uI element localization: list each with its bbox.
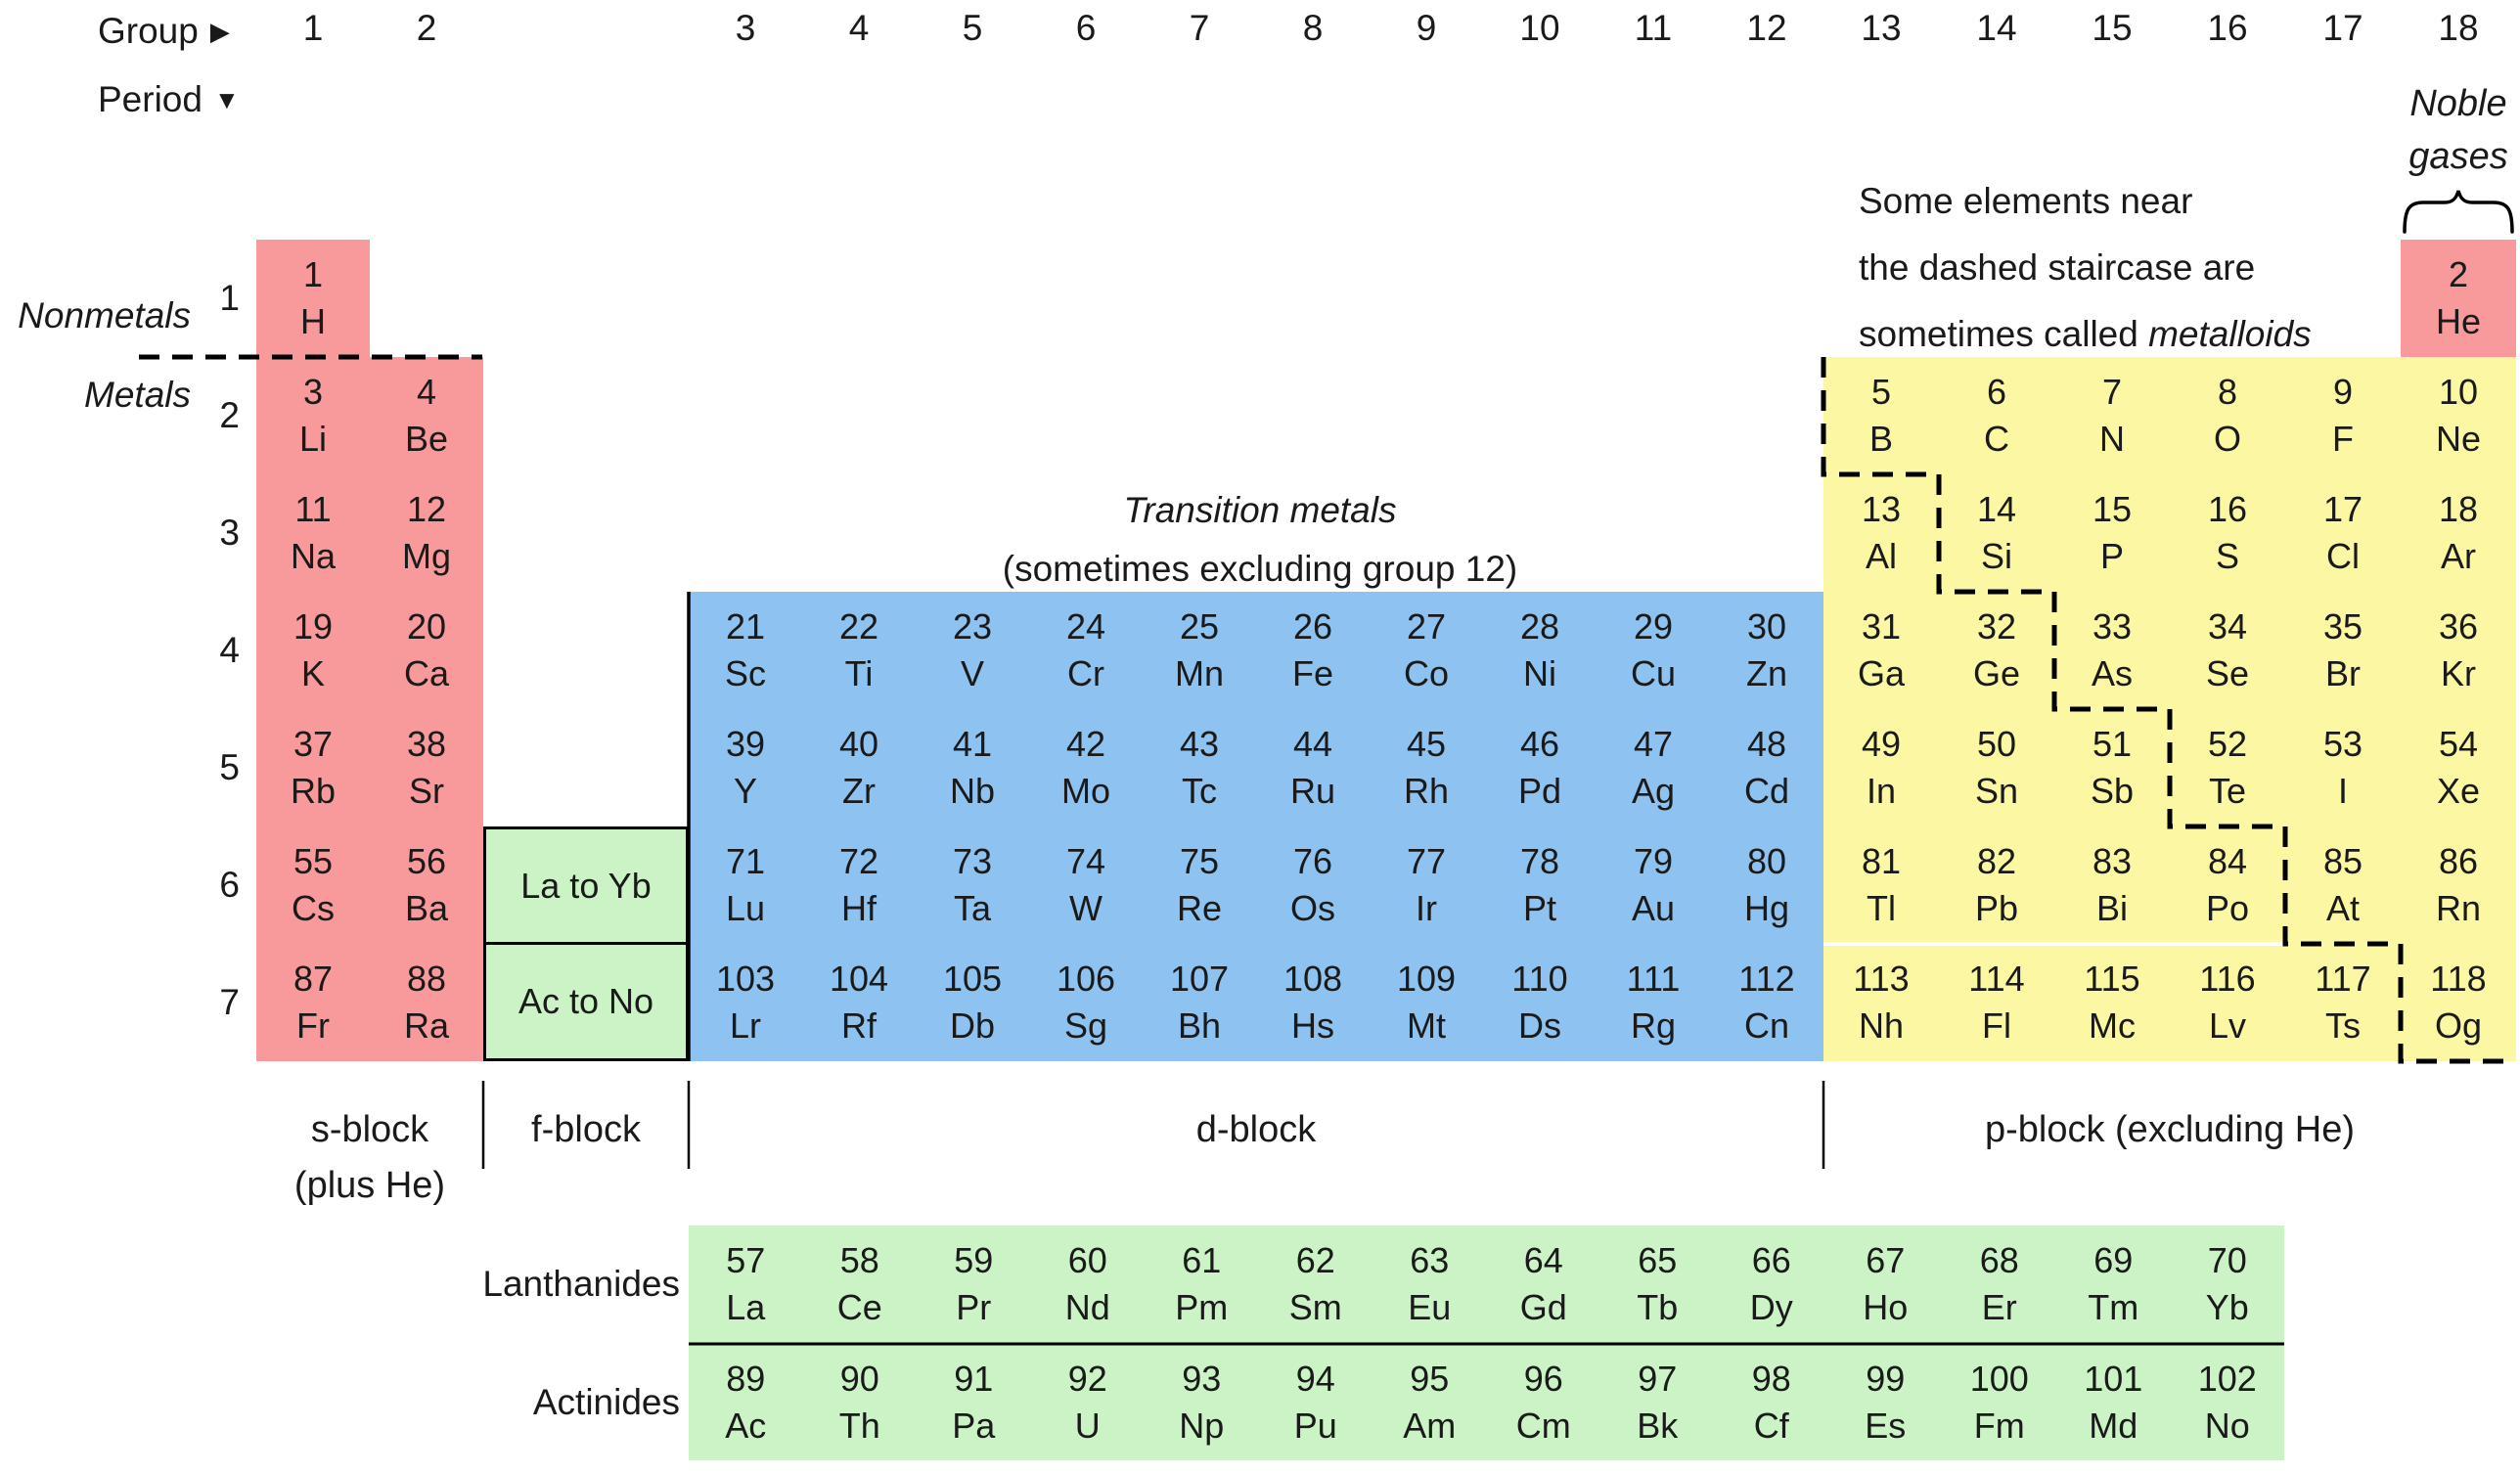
group-number-15: 15 — [2092, 8, 2133, 48]
element-Dy: 66 Dy — [1749, 1240, 1793, 1327]
element-H: 1 H — [300, 254, 326, 341]
metalloids-note-line3 — [1859, 313, 2312, 356]
element-Nd: 60 Nd — [1064, 1240, 1110, 1327]
element-Tm: 69 Tm — [2088, 1240, 2139, 1327]
element-Ta: 73 Ta — [952, 841, 993, 928]
element-Sm: 62 Sm — [1288, 1240, 1342, 1327]
element-Rg: 111 Rg — [1626, 959, 1681, 1046]
element-Ac: 89 Ac — [725, 1359, 767, 1446]
element-Ts: 117 Ts — [2315, 959, 2371, 1046]
element-Ge: 32 Ge — [1972, 606, 2021, 693]
element-Mo: 42 Mo — [1060, 724, 1110, 811]
element-Ca: 20 Ca — [403, 606, 450, 693]
element-Pu: 94 Pu — [1293, 1359, 1337, 1446]
group-number-9: 9 — [1416, 8, 1437, 48]
element-Cd: 48 Cd — [1743, 724, 1790, 811]
element-Ga: 31 Ga — [1857, 606, 1906, 693]
element-N: 7 N — [2099, 372, 2125, 459]
element-Cm: 96 Cm — [1515, 1359, 1571, 1446]
group-number-16: 16 — [2207, 8, 2248, 48]
element-Na: 11 Na — [290, 489, 337, 576]
element-Au: 79 Au — [1631, 841, 1676, 928]
group-number-17: 17 — [2322, 8, 2363, 48]
element-Mt: 109 Mt — [1396, 959, 1457, 1046]
element-Pr: 59 Pr — [954, 1240, 994, 1327]
d-block-label: d-block — [1195, 1109, 1317, 1150]
nonmetals-label: Nonmetals — [18, 295, 191, 335]
element-Bh: 107 Bh — [1169, 959, 1230, 1046]
element-Ni: 28 Ni — [1519, 606, 1560, 693]
f-marker-la-yb: La to Yb — [483, 826, 689, 945]
element-Lr: 103 Lr — [715, 959, 776, 1046]
f-block-label: f-block — [531, 1109, 641, 1150]
element-Cr: 24 Cr — [1065, 606, 1106, 693]
element-Ds: 110 Ds — [1511, 959, 1568, 1046]
s-block-label-line1: s-block — [310, 1109, 429, 1150]
element-In: 49 In — [1861, 724, 1902, 811]
period-number-7: 7 — [219, 982, 240, 1022]
element-Tc: 43 Tc — [1179, 724, 1220, 811]
element-Fm: 100 Fm — [1969, 1359, 2029, 1446]
element-Rf: 104 Rf — [829, 959, 889, 1046]
element-Mg: 12 Mg — [401, 489, 451, 576]
element-Mc: 115 Mc — [2084, 959, 2140, 1046]
transition-metals-title: Transition metals — [1123, 490, 1397, 530]
element-Am: 95 Am — [1403, 1359, 1457, 1446]
element-Gd: 64 Gd — [1519, 1240, 1567, 1327]
element-F: 9 F — [2332, 372, 2354, 459]
element-Np: 93 Np — [1179, 1359, 1225, 1446]
group-number-8: 8 — [1302, 8, 1324, 48]
element-Pa: 91 Pa — [952, 1359, 996, 1446]
element-Tb: 65 Tb — [1637, 1240, 1679, 1327]
element-Pm: 61 Pm — [1175, 1240, 1229, 1327]
element-S: 16 S — [2207, 489, 2248, 576]
element-U: 92 U — [1067, 1359, 1107, 1446]
element-Al: 13 Al — [1861, 489, 1902, 576]
element-Fr: 87 Fr — [292, 959, 334, 1046]
element-K: 19 K — [292, 606, 334, 693]
group-number-10: 10 — [1519, 8, 1560, 48]
group-number-13: 13 — [1861, 8, 1902, 48]
element-Lu: 71 Lu — [725, 841, 766, 928]
element-Pt: 78 Pt — [1519, 841, 1560, 928]
element-W: 74 W — [1065, 841, 1106, 928]
element-Ho: 67 Ho — [1863, 1240, 1909, 1327]
p-block-label: p-block (excluding He) — [1984, 1109, 2356, 1150]
element-O: 8 O — [2213, 372, 2241, 459]
group-number-6: 6 — [1075, 8, 1097, 48]
element-Be: 4 Be — [404, 372, 449, 459]
metalloids-word: metalloids — [2148, 314, 2312, 354]
element-Bk: 97 Bk — [1637, 1359, 1679, 1446]
element-Re: 75 Re — [1176, 841, 1223, 928]
metalloids-note-line1: Some elements near — [1859, 181, 2193, 221]
element-Sg: 106 Sg — [1056, 959, 1116, 1046]
period-number-1: 1 — [219, 278, 240, 318]
period-label-text: Period — [98, 79, 202, 119]
group-number-11: 11 — [1634, 8, 1673, 48]
period-arrow-icon: ▼ — [213, 85, 240, 114]
element-Ru: 44 Ru — [1289, 724, 1336, 811]
element-Br: 35 Br — [2322, 606, 2363, 693]
element-Nh: 113 Nh — [1853, 959, 1910, 1046]
element-As: 33 As — [2091, 606, 2133, 693]
element-Mn: 25 Mn — [1174, 606, 1224, 693]
element-Zr: 40 Zr — [838, 724, 879, 811]
element-Ag: 47 Ag — [1631, 724, 1676, 811]
element-Er: 68 Er — [1979, 1240, 2019, 1327]
element-Yb: 70 Yb — [2205, 1240, 2249, 1327]
element-He: 2 He — [2435, 254, 2482, 341]
element-Sr: 38 Sr — [406, 724, 447, 811]
element-Md: 101 Md — [2084, 1359, 2143, 1446]
element-Cs: 55 Cs — [292, 841, 335, 928]
noble-gases-label-line1: Noble — [2409, 83, 2507, 124]
group-number-2: 2 — [416, 8, 437, 48]
element-Te: 52 Te — [2207, 724, 2248, 811]
group-number-1: 1 — [302, 8, 324, 48]
element-Os: 76 Os — [1289, 841, 1335, 928]
element-P: 15 P — [2092, 489, 2133, 576]
element-Cl: 17 Cl — [2322, 489, 2363, 576]
group-number-4: 4 — [848, 8, 870, 48]
element-Li: 3 Li — [298, 372, 328, 459]
element-Rb: 37 Rb — [290, 724, 337, 811]
element-Si: 14 Si — [1976, 489, 2017, 576]
metals-label: Metals — [84, 375, 191, 415]
element-Sn: 50 Sn — [1974, 724, 2019, 811]
element-Ce: 58 Ce — [836, 1240, 882, 1327]
noble-gases-label-line2: gases — [2408, 136, 2508, 177]
element-Og: 118 Og — [2430, 959, 2487, 1046]
element-Th: 90 Th — [838, 1359, 880, 1446]
element-Fe: 26 Fe — [1291, 606, 1333, 693]
element-Db: 105 Db — [942, 959, 1003, 1046]
element-Ba: 56 Ba — [404, 841, 449, 928]
metalloids-note-line2: the dashed staircase are — [1859, 247, 2256, 288]
group-number-14: 14 — [1976, 8, 2017, 48]
element-C: 6 C — [1984, 372, 2009, 459]
f-marker-ac-no: Ac to No — [483, 942, 689, 1061]
element-Cf: 98 Cf — [1751, 1359, 1791, 1446]
group-number-12: 12 — [1746, 8, 1787, 48]
element-Fl: 114 Fl — [1968, 959, 2025, 1046]
element-Bi: 83 Bi — [2092, 841, 2133, 928]
element-Cn: 112 Cn — [1738, 959, 1795, 1046]
element-Co: 27 Co — [1403, 606, 1450, 693]
element-Hg: 80 Hg — [1743, 841, 1790, 928]
element-Rh: 45 Rh — [1403, 724, 1450, 811]
group-axis-label — [98, 10, 230, 53]
period-number-3: 3 — [219, 513, 240, 553]
element-Cu: 29 Cu — [1630, 606, 1677, 693]
element-Es: 99 Es — [1865, 1359, 1907, 1446]
element-Ar: 18 Ar — [2438, 489, 2479, 576]
element-Pd: 46 Pd — [1517, 724, 1562, 811]
lanthanides-label: Lanthanides — [482, 1264, 680, 1304]
element-Ti: 22 Ti — [838, 606, 879, 693]
transition-metals-subtitle: (sometimes excluding group 12) — [1002, 549, 1518, 589]
group-number-18: 18 — [2438, 8, 2479, 48]
group-number-7: 7 — [1189, 8, 1210, 48]
group-number-3: 3 — [735, 8, 756, 48]
element-No: 102 No — [2197, 1359, 2257, 1446]
element-Kr: 36 Kr — [2438, 606, 2479, 693]
period-number-4: 4 — [219, 630, 240, 670]
period-number-5: 5 — [219, 747, 240, 787]
metalloids-note-line3-text: sometimes called — [1859, 314, 2149, 354]
element-Xe: 54 Xe — [2436, 724, 2481, 811]
element-Hf: 72 Hf — [838, 841, 879, 928]
group-number-5: 5 — [962, 8, 983, 48]
element-B: 5 B — [1868, 372, 1893, 459]
element-Pb: 82 Pb — [1974, 841, 2019, 928]
element-Eu: 63 Eu — [1408, 1240, 1452, 1327]
element-Nb: 41 Nb — [949, 724, 996, 811]
element-Rn: 86 Rn — [2435, 841, 2482, 928]
element-Sc: 21 Sc — [724, 606, 766, 693]
element-Ra: 88 Ra — [403, 959, 450, 1046]
element-Ne: 10 Ne — [2435, 372, 2482, 459]
element-Zn: 30 Zn — [1745, 606, 1787, 693]
group-label-text: Group — [98, 11, 199, 51]
element-Se: 34 Se — [2205, 606, 2250, 693]
element-Hs: 108 Hs — [1282, 959, 1343, 1046]
period-number-6: 6 — [219, 865, 240, 905]
element-La: 57 La — [726, 1240, 766, 1327]
s-block-label-line2: (plus He) — [293, 1165, 446, 1206]
element-Lv: 116 Lv — [2199, 959, 2256, 1046]
period-axis-label — [98, 78, 240, 121]
element-Po: 84 Po — [2205, 841, 2250, 928]
period-number-2: 2 — [219, 395, 240, 435]
actinides-label: Actinides — [532, 1382, 680, 1422]
element-Ir: 77 Ir — [1406, 841, 1447, 928]
element-Y: 39 Y — [725, 724, 766, 811]
element-V: 23 V — [952, 606, 993, 693]
group-arrow-icon: ▶ — [209, 17, 230, 46]
element-Sb: 51 Sb — [2090, 724, 2135, 811]
element-At: 85 At — [2322, 841, 2363, 928]
element-I: 53 I — [2322, 724, 2363, 811]
element-Tl: 81 Tl — [1861, 841, 1902, 928]
